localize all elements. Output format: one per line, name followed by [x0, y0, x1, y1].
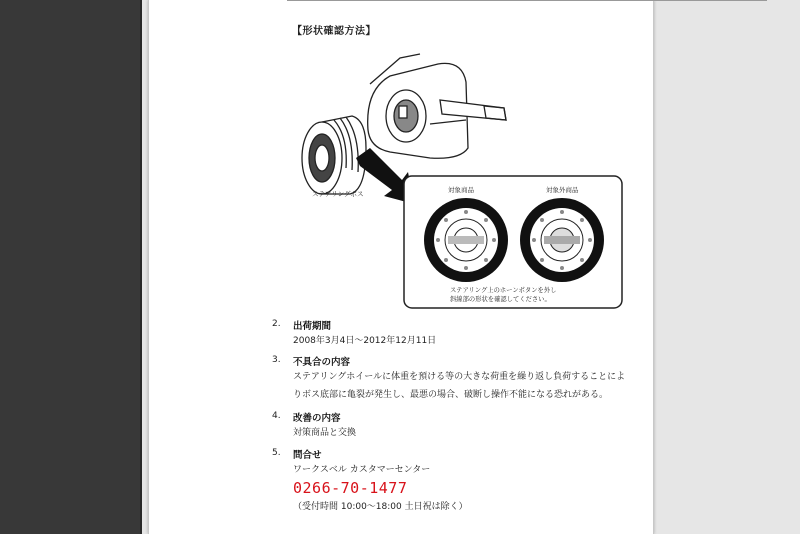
item-text-shipping-period: 2008年3月4日～2012年12月11日	[293, 336, 437, 346]
item-number: 4.	[272, 411, 281, 421]
contact-phone-number: 0266-70-1477	[293, 479, 408, 497]
item-heading-remedy: 改善の内容	[293, 413, 341, 424]
item-number: 5.	[272, 448, 281, 458]
item-number: 2.	[272, 319, 281, 329]
contact-hours: （受付時間 10:00～18:00 土日祝は除く）	[293, 502, 468, 512]
steering-boss-drawing	[302, 116, 366, 194]
non-target-hub-drawing	[520, 198, 604, 282]
boss-label: ステアリングボス	[312, 190, 364, 198]
steering-boss-illustration	[290, 40, 630, 316]
viewer-sidebar	[0, 0, 142, 534]
contact-center-name: ワークスベル カスタマーセンター	[293, 465, 431, 475]
item-heading-shipping-period: 出荷期間	[293, 321, 332, 332]
item-text-remedy: 対策商品と交換	[293, 428, 357, 438]
target-hub-drawing	[424, 198, 508, 282]
item-number: 3.	[272, 355, 281, 365]
section-title: 【形状確認方法】	[292, 26, 376, 37]
item-text-defect-line1: ステアリングホイールに体重を預ける等の大きな荷重を繰り返し負荷することによ	[293, 372, 626, 382]
item-heading-contact: 問合せ	[293, 450, 322, 461]
non-target-label: 対象外商品	[546, 186, 579, 194]
figure-caption-line1: ステアリング上のホーンボタンを外し	[450, 287, 557, 294]
item-heading-defect: 不具合の内容	[293, 357, 351, 368]
top-divider	[287, 0, 767, 1]
target-label: 対象商品	[448, 186, 474, 194]
figure-caption-line2: 斜線部の形状を確認してください。	[450, 296, 551, 303]
steering-column-drawing	[368, 54, 506, 158]
item-text-defect-line2: りボス底部に亀裂が発生し、最悪の場合、破断し操作不能になる恐れがある。	[293, 390, 609, 400]
